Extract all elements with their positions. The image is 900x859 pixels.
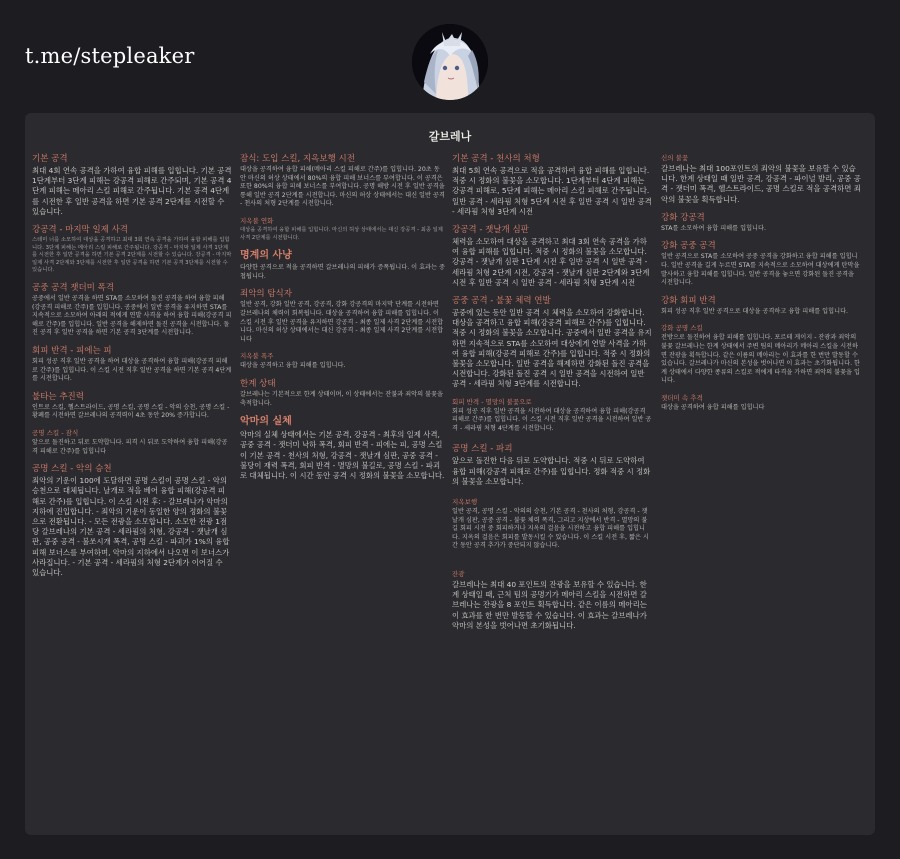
skill-heading: 명계의 사냥 — [240, 250, 292, 262]
skill-heading: 공명 스킬 - 잠식 — [32, 428, 79, 437]
skill-section — [452, 224, 652, 288]
column-3 — [452, 153, 652, 638]
skill-heading: 잔광 — [452, 570, 465, 579]
skill-section — [240, 351, 445, 371]
skill-heading: 잠식: 도입 스킬, 지옥보행 시전 — [240, 154, 355, 164]
skill-heading: 불타는 추진력 — [32, 391, 84, 402]
skill-description: 악마의 실체 상태에서는 기본 공격, 강공격 - 최후의 일제 사격, 공중 공격 - 잿더미 낙하 폭격, 회피 반격 - 피에는 피, 공명 스킬이 기본 공격 - 천사의 처형, 강공격 - 잿날개 심판, 공중 공격 - 불당이 재력 폭격, 회피 반격 - 멸망의 불길로, 공명 스킬 - 파괴로 대체됩니다. 이 시간 동안 공격 시 정화의 불꽃을 소모합니다. — [240, 430, 445, 480]
skill-section — [661, 153, 861, 205]
avatar — [412, 24, 488, 100]
skill-heading: 기본 공격 — [32, 154, 68, 164]
skill-description: 갈브레나는 최대 40 포인트의 잔광을 보유할 수 있습니다. 한계 상태일 때, 근처 팀의 공명기가 메아리 스킬을 시전하면 갈브레나는 잔광을 8 포인트 획득합니다. 같은 이름의 메아리는 이 효과를 한 번만 발동할 수 있습니다. 이 효과는 갈브레나가 악마의 본성을 벗어나면 초기화됩니다. — [452, 580, 647, 630]
skill-description: 앞으로 돌진하고 뒤로 도약합니다. 피격 시 뒤로 도약하여 융합 피해(강공격 피해로 간주)를 입힙니다 — [32, 438, 228, 455]
skill-section — [452, 569, 652, 631]
skill-section — [240, 153, 445, 209]
column-1 — [32, 153, 232, 585]
skill-description: 회피 성공 직후 일반 공격을 하여 대상을 공격하여 융합 피해(강공격 피해로 간주)를 입힙니다. 이 스킬 시전 직후 일반 공격을 하면 기본 공격 4단계를 시전합니다. — [32, 357, 232, 383]
skill-heading: 공명 스킬 - 악의 승천 — [32, 464, 112, 475]
skill-heading: 잿더미 속 추격 — [661, 393, 703, 402]
skill-description: 갈브레나는 최대 100포인트의 죄악의 불꽃을 보유할 수 있습니다. 한계 상태일 때 일반 공격, 강공격 - 파이널 발리, 공중 공격 - 잿더미 폭격, 헬스트라이드, 공명 스킬로 적을 공격하면 죄악의 불꽃을 획득합니다. — [661, 164, 861, 204]
skill-section — [32, 345, 232, 384]
skill-description: 회피 성공 직후 일반 공격을 시전하여 대상을 공격하여 융합 피해(강공격 피해로 간주)를 입힙니다. 이 스킬 시전 직후 일반 공격을 시전하여 일반 공격 - 세라핌 처형 4단계를 시전합니다. — [452, 407, 652, 432]
skill-description: 최대 4회 연속 공격을 가하여 융합 피해를 입힙니다. 기본 공격 1단계부터 3단계 피해는 강공격 피해로 간주되며, 기본 공격 4단계 피해는 메아리 스킬 피해로 간주됩니다. 기본 공격 4단계를 시전한 후 일반 공격을 하면 기본 공격 2단계를 시전할 수 있습니다. — [32, 166, 232, 216]
skill-heading: 강화 회피 반격 — [661, 295, 716, 306]
skill-heading: 공명 스킬 - 파괴 — [452, 444, 513, 455]
skill-section — [452, 153, 652, 217]
skill-description: 일반 공격으로 STA를 소모하여 공중 공격을 강화하고 융합 피해를 입힙니다. 일반 공격을 길게 누르면 STA를 지속적으로 소모하여 대상에게 탄막을 발사하고 융합 피해를 입힙니다. 일반 공격을 놓으면 강화된 돌진 공격을 시전합니다. — [661, 253, 860, 287]
skill-description: 전방으로 돌진하여 융합 피해를 입힙니다. 포르테 게이지 - 잔광과 죄악의 불꽃 갈브레나는 한계 상태에서 주변 팀의 메아리가 메아리 스킬을 시전하면 잔광을 획득합니다. 같은 이름의 메아리는 이 효과를 한 번만 발동할 수 있습니다. 갈브레나가 마신의 본성을 벗어나면 이 효과는 초기화됩니다. 한계 상태에서 다양한 종류의 스킬로 적에게 타격을 가하면 죄악의 불꽃을 입니다. — [661, 334, 860, 385]
skill-heading: 한계 상태 — [240, 378, 276, 389]
skill-section — [32, 391, 232, 421]
skill-section — [661, 240, 861, 287]
character-portrait-icon — [412, 24, 488, 100]
skill-section — [32, 463, 232, 578]
skill-section — [240, 415, 445, 481]
skill-heading: 강공격 - 잿날개 심판 — [452, 225, 529, 236]
skill-heading: 지옥불 폭주 — [240, 352, 274, 361]
skill-section — [240, 249, 445, 281]
skill-description: 체력을 소모하여 대상을 공격하고 최대 3회 연속 공격을 가하여 융합 피해를 입힙니다. 적중 시 정화의 불꽃을 소모합니다. 강공격 - 잿날개 심판 1단계 시전 후 일반 공격 시 일반 공격 - 세라핌 처형 2단계 시전, 강공격 - 잿날개 심판 2단계와 3단계 시전 후 일반 공격 시 일반 공격 - 세라핌 처형 3단계 시전 — [452, 237, 650, 287]
column-4 — [661, 153, 861, 420]
skill-section — [240, 216, 445, 242]
skill-description: 대상을 공격하고 융합 피해를 입힙니다. — [240, 362, 346, 370]
skill-heading: 회피 반격 - 멸망의 불꽃으로 — [452, 397, 532, 406]
skill-description: 다양한 공격으로 적을 공격하면 갈브레나의 피해가 증폭됩니다. 이 효과는 중첩됩니다. — [240, 264, 445, 280]
skill-heading: 악마의 실체 — [240, 416, 292, 428]
skill-section — [661, 295, 861, 317]
skill-section — [452, 397, 652, 434]
skill-heading: 강화 강공격 — [661, 212, 705, 223]
skill-description: 인트로 스킬, 헬스트라이드, 공명 스킬, 공명 스킬 - 악의 승천, 공명 스킬 - 황폐를 시전하면 갈브레나의 공격력이 4초 동안 20% 증가합니다. — [32, 403, 230, 420]
panel-title: 갈브레나 — [428, 130, 472, 143]
skill-section — [661, 393, 861, 413]
skill-description: 공중에 있는 동안 일반 공격 시 체력을 소모하여 강화합니다. 대상을 공격하고 융합 피해(강공격 피해로 간주)를 입힙니다. 적중 시 정화의 불꽃을 소모합니다. 공중에서 일반 공격을 유지하면 지속적으로 STA를 소모하여 대상에게 연발 사격을 가하여 융합 피해(강공격 피해로 간주)를 입힙니다. 적중 시 정화의 불꽃을 소모합니다. 일반 공격을 해제하면 강화된 돌진 공격을 시전합니다. 강화된 돌진 공격 시 일반 공격을 시전하여 일반 공격 - 세라핌 처형 3단계를 시전합니다. — [452, 308, 652, 389]
skill-description: 죄악의 기운이 100에 도달하면 공명 스킬이 공명 스킬 - 악의 승천으로 대체됩니다. 날개로 적을 베어 융합 피해(강공격 피해로 간주)를 입힙니다. 이 스킬 시전 후: - 갈브레나가 악마의 지하에 진입합니다. - 죄악의 기운이 동일한 양의 정화의 불꽃으로 전환됩니다. - 모든 전광을 소모합니다. 소모한 전광 1점당 갈브레나의 기본 공격 - 세라핌의 처형, 강공격 - 잿날개 심판, 공중 공격 - 불쏘시개 폭격, 공명 스킬 - 파괴가 1%의 융합 피해 보너스를 부여하며, 악마의 지하에서 나오면 이 보너스가 사라집니다. - 기본 공격 - 세라핌의 처형 2단계가 이어질 수 있습니다. — [32, 476, 230, 577]
skill-heading: 지옥보행 — [452, 498, 478, 507]
skill-section — [240, 288, 445, 344]
skill-description: 공중에서 일반 공격을 하면 STA를 소모하여 돌진 공격을 하여 융합 피해(강공격 피해로 간주)를 입힙니다. 공중에서 일반 공격을 유지하면 STA를 지속적으로 소모하여 아래의 적에게 연발 사격을 하여 융합 피해(강공격 피해로 간주)를 입힙니다. 일반 공격을 해제하면 돌진 공격을 시전합니다. 돌진 공격 후 일반 공격을 하면 기본 공격 3단계를 시전합니다. — [32, 294, 232, 337]
skill-section — [661, 212, 861, 234]
skill-heading: 회피 반격 - 피에는 피 — [32, 345, 112, 356]
skill-section — [32, 153, 232, 217]
skill-description: 대상을 공격하여 융합 피해를 입힙니다. 마신의 허상 상태에서는 대신 강공격 - 최종 일제 사격 2단계를 시전합니다. — [240, 226, 443, 241]
skill-description: 대상을 공격하여 융합 피해(메아리 스킬 피해로 간주)를 입힙니다. 20초 동안 마신의 허상 상태에서 80%의 융합 피해 보너스를 부여합니다. 이 공격은 또한 80%의 융합 피해 보너스를 부여합니다. 공명 해방 시전 후 일반 공격을 통해 일반 공격 2단계를 시전합니다. 마신의 허상 상태에서는 대신 일반 공격 - 천사의 처형 2단계를 시전합니다. — [240, 166, 445, 208]
skill-panel — [25, 113, 875, 835]
skill-section — [452, 295, 652, 390]
skill-heading: 지옥불 연화 — [240, 216, 274, 225]
skill-heading: 신의 불꽃 — [661, 154, 689, 162]
skill-section — [240, 378, 445, 408]
skill-description: 앞으로 돌진한 다음 뒤로 도약합니다. 적중 시 뒤로 도약하여 융합 피해(강공격 피해로 간주)를 입힙니다. 정화 적중 시 정화의 불꽃을 소모합니다. — [452, 456, 651, 486]
skill-section — [452, 443, 652, 487]
skill-heading: 강화 공명 스킬 — [661, 324, 703, 333]
skill-heading: 죄악의 탐식자 — [240, 289, 292, 300]
watermark-text: t.me/stepleaker — [25, 44, 195, 68]
skill-section — [32, 224, 232, 275]
column-2 — [240, 153, 445, 488]
skill-section — [661, 323, 861, 386]
skill-section — [32, 282, 232, 338]
skill-description: 회피 성공 직후 일반 공격으로 대상을 공격하고 융합 피해를 입힙니다. — [661, 307, 849, 315]
skill-description: 일반 공격, 강화 일반 공격, 강공격, 강화 강공격의 마지막 단계를 시전하면 갈브레나의 체력이 회복됩니다. 대상을 공격하여 융합 피해를 입힙니다. 이 스킬 시전 후 일반 공격을 유지하면 강공격 - 최종 일제 사격 2단계를 시전합니다. 마신의 허상 상태에서는 대신 강공격 - 최종 일제 사격 2단계를 시전합니다 — [240, 301, 444, 343]
skill-heading: 강공격 - 마지막 일제 사격 — [32, 225, 128, 236]
skill-description: 대상을 공격하여 융합 피해를 입힙니다 — [661, 403, 765, 411]
skill-section — [452, 497, 652, 551]
skill-heading: 공중 공격 잿더미 폭격 — [32, 282, 115, 293]
skill-description: 최대 5회 연속 공격으로 적을 공격하여 융합 피해를 입힙니다. 적중 시 정화의 불꽃을 소모합니다. 1단계부터 4단계 피해는 강공격 피해로, 5단계 피해는 메아리 스킬 피해로 간주됩니다. 일반 공격 - 세라핌 처형 5단계 시전 후 일반 공격 시 일반 공격 - 세라핌 처형 3단계 시전 — [452, 166, 652, 216]
skill-description: 일반 공격, 공명 스킬 - 악의의 승천, 기본 공격 - 천사의 처형, 강공격 - 잿날개 심판, 공중 공격 - 불꽃 체력 폭격, 그리고 지상에서 반격 - 멸망의 불길 회피 시전 중 회피하거나 지옥의 걸음을 시전하고 융합 피해를 입힙니다. 지옥의 걸음은 회피를 발동시킬 수 있습니다. 이 스킬 시전 후, 짧은 시간 동안 공격 추가가 중단되지 않습니다. — [452, 508, 649, 550]
skill-heading: 강화 공중 공격 — [661, 241, 716, 252]
skill-heading: 기본 공격 - 천사의 처형 — [452, 154, 540, 164]
skill-description: 스테미 너를 소모하여 대상을 공격하고 최대 3회 연속 공격을 가하여 융합 피해를 입힙니다. 3단계 피해는 메아리 스킬 피해로 간주됩니다. 강공격 - 마지막 일제 사격 1단계를 시전한 후 일반 공격을 하면 기본 공격 2단계를 시전할 수 있습니다. 강공격 - 마지막 일제 사격 2단계와 3단계를 시전한 후 일반 공격을 하면 기본 공격 3단계를 시전할 수 있습니다. — [32, 237, 232, 274]
skill-heading: 공중 공격 - 불꽃 체력 연발 — [452, 296, 551, 307]
skill-section — [32, 428, 232, 456]
skill-description: 갈브레나는 기본적으로 한계 상태이며, 이 상태에서는 잔불과 죄악의 불꽃을 축적합니다. — [240, 390, 443, 407]
skill-description: STA를 소모하여 융합 피해를 입힙니다. — [661, 224, 766, 232]
